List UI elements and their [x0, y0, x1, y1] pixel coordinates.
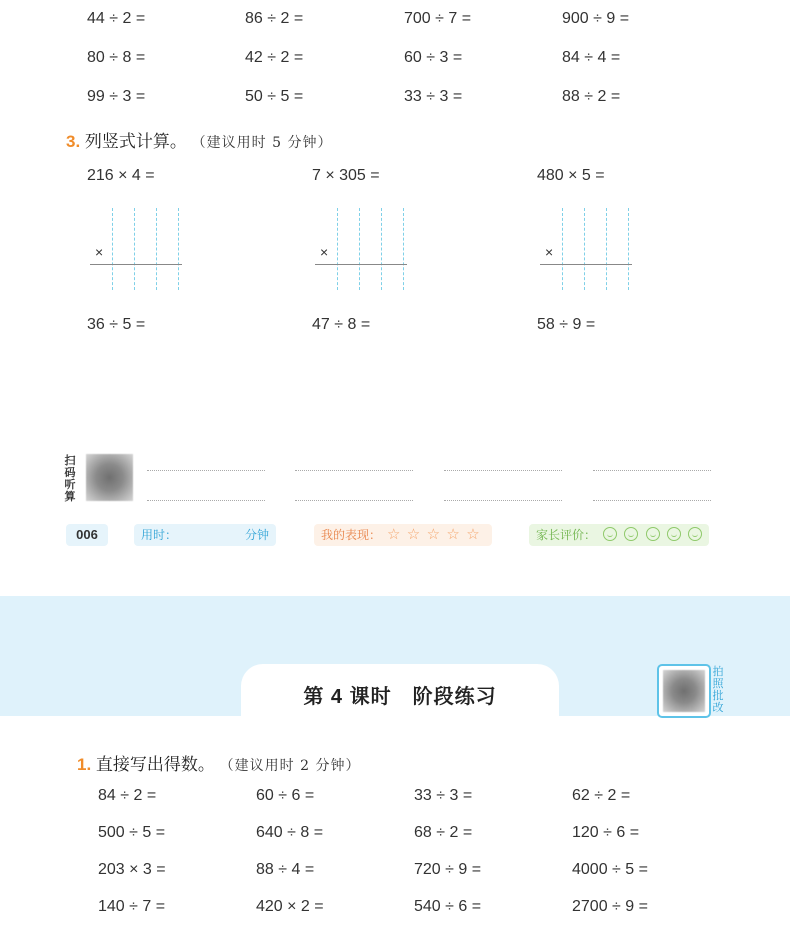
vertical-calc-frame[interactable]	[90, 208, 185, 292]
scan-label: 扫码听算	[64, 455, 76, 503]
problem: 84 ÷ 2 =	[98, 787, 157, 804]
problem: 88 ÷ 2 =	[562, 88, 621, 105]
mult-problem: 480 × 5 =	[537, 167, 605, 184]
problem: 99 ÷ 3 =	[87, 88, 146, 105]
mult-problem: 7 × 305 =	[312, 167, 380, 184]
problem: 4000 ÷ 5 =	[572, 861, 648, 878]
problem: 900 ÷ 9 =	[562, 10, 630, 27]
problem: 640 ÷ 8 =	[256, 824, 324, 841]
smiley-icon[interactable]	[624, 527, 638, 541]
smiley-icon[interactable]	[688, 527, 702, 541]
problem: 60 ÷ 3 =	[404, 49, 463, 66]
photo-grade-qr[interactable]	[657, 664, 711, 718]
photo-grade-label: 拍照批改	[712, 666, 724, 714]
problem: 42 ÷ 2 =	[245, 49, 304, 66]
star-icon[interactable]: ☆	[387, 526, 401, 543]
problem: 84 ÷ 4 =	[562, 49, 621, 66]
qr-code-icon[interactable]	[663, 670, 705, 712]
section-1-heading	[77, 750, 360, 775]
section-number: 3.	[66, 132, 81, 151]
page-number: 006	[66, 524, 108, 546]
problem: 88 ÷ 4 =	[256, 861, 315, 878]
problem: 700 ÷ 7 =	[404, 10, 472, 27]
time-field[interactable]	[134, 524, 276, 546]
problem: 86 ÷ 2 =	[245, 10, 304, 27]
result-line	[90, 264, 182, 265]
performance-rating[interactable]	[314, 524, 492, 546]
problem: 33 ÷ 3 =	[404, 88, 463, 105]
time-label: 用时：	[141, 528, 178, 542]
times-symbol: ×	[320, 244, 329, 260]
problem: 80 ÷ 8 =	[87, 49, 146, 66]
problem: 62 ÷ 2 =	[572, 787, 631, 804]
div-problem: 47 ÷ 8 =	[312, 316, 371, 333]
smiley-icon[interactable]	[603, 527, 617, 541]
smiley-icon[interactable]	[667, 527, 681, 541]
section-title: 直接写出得数。	[95, 755, 215, 774]
problem: 33 ÷ 3 =	[414, 787, 473, 804]
div-problem: 36 ÷ 5 =	[87, 316, 146, 333]
result-line	[315, 264, 407, 265]
problem: 720 ÷ 9 =	[414, 861, 482, 878]
problem: 68 ÷ 2 =	[414, 824, 473, 841]
section-title: 列竖式计算。	[84, 132, 187, 151]
problem: 420 × 2 =	[256, 898, 324, 915]
qr-code-icon[interactable]	[86, 454, 133, 501]
parent-label: 家长评价：	[536, 528, 597, 542]
problem: 500 ÷ 5 =	[98, 824, 166, 841]
problem: 2700 ÷ 9 =	[572, 898, 648, 915]
section-hint: （建议用时 2 分钟）	[219, 758, 361, 774]
smiley-icon[interactable]	[646, 527, 660, 541]
vertical-calc-frame[interactable]	[315, 208, 410, 292]
performance-label: 我的表现：	[321, 528, 382, 542]
lesson-title: 第 4 课时 阶段练习	[303, 686, 497, 708]
parent-rating[interactable]	[529, 524, 709, 546]
time-unit: 分钟	[244, 528, 269, 542]
star-icon[interactable]: ☆	[466, 526, 480, 543]
problem: 120 ÷ 6 =	[572, 824, 640, 841]
problem: 540 ÷ 6 =	[414, 898, 482, 915]
star-icon[interactable]: ☆	[446, 526, 460, 543]
problem: 50 ÷ 5 =	[245, 88, 304, 105]
div-problem: 58 ÷ 9 =	[537, 316, 596, 333]
result-line	[540, 264, 632, 265]
problem: 44 ÷ 2 =	[87, 10, 146, 27]
section-number: 1.	[77, 755, 92, 774]
problem: 140 ÷ 7 =	[98, 898, 166, 915]
vertical-calc-frame[interactable]	[540, 208, 635, 292]
section-hint: （建议用时 5 分钟）	[191, 135, 333, 151]
problem: 203 × 3 =	[98, 861, 166, 878]
problem: 60 ÷ 6 =	[256, 787, 315, 804]
mult-problem: 216 × 4 =	[87, 167, 155, 184]
section-3-heading	[66, 127, 332, 152]
star-icon[interactable]: ☆	[406, 526, 421, 543]
times-symbol: ×	[545, 244, 554, 260]
star-icon[interactable]: ☆	[426, 526, 441, 543]
times-symbol: ×	[95, 244, 104, 260]
